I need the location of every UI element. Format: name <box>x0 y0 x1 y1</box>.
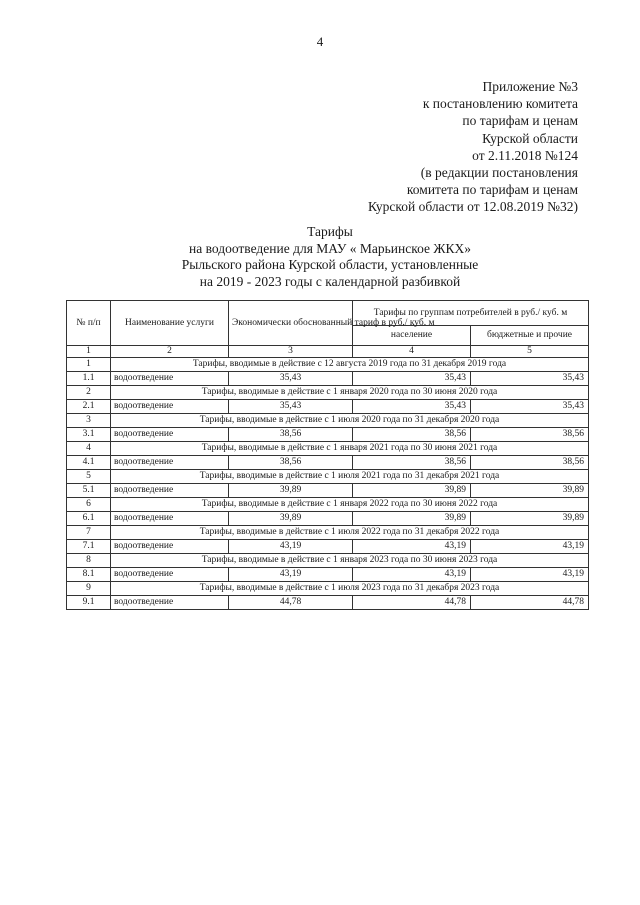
appendix-line: комитета по тарифам и ценам <box>406 182 578 198</box>
econ-tariff-value: 38,56 <box>229 428 353 442</box>
population-tariff-value: 39,89 <box>353 484 471 498</box>
service-name: водоотведение <box>111 512 229 526</box>
row-num: 1.1 <box>67 372 111 386</box>
period-num: 7 <box>67 526 111 540</box>
econ-tariff-value: 39,89 <box>229 484 353 498</box>
row-num: 2.1 <box>67 400 111 414</box>
index-cell: 1 <box>67 346 111 358</box>
budget-tariff-value: 39,89 <box>471 512 589 526</box>
title-line: на водоотведение для МАУ « Марьинское ЖКХ» <box>188 240 472 256</box>
period-text: Тарифы, вводимые в действие с 1 января 2022 года по 30 июня 2022 года <box>111 498 589 512</box>
period-row <box>67 498 589 512</box>
service-name: водоотведение <box>111 400 229 414</box>
row-num: 3.1 <box>67 428 111 442</box>
period-row <box>67 554 589 568</box>
appendix-line: Приложение №3 <box>482 79 578 94</box>
row-num: 5.1 <box>67 484 111 498</box>
service-name: водоотведение <box>111 456 229 470</box>
tariff-row <box>67 456 589 470</box>
econ-tariff-value: 43,19 <box>229 540 353 554</box>
document-title <box>120 224 540 290</box>
row-num: 8.1 <box>67 568 111 582</box>
row-num: 7.1 <box>67 540 111 554</box>
period-num: 4 <box>67 442 111 456</box>
header-num: № п/п <box>67 301 111 346</box>
title-line: на 2019 - 2023 годы с календарной разбивкой <box>199 273 461 289</box>
index-row <box>67 346 589 358</box>
period-text: Тарифы, вводимые в действие с 1 июля 2022 года по 31 декабря 2022 года <box>111 526 589 540</box>
service-name: водоотведение <box>111 596 229 610</box>
tariff-row <box>67 596 589 610</box>
index-cell: 3 <box>229 346 353 358</box>
period-text: Тарифы, вводимые в действие с 1 июля 2020 года по 31 декабря 2020 года <box>111 414 589 428</box>
period-num: 1 <box>67 358 111 372</box>
service-name: водоотведение <box>111 428 229 442</box>
period-row <box>67 358 589 372</box>
econ-tariff-value: 35,43 <box>229 400 353 414</box>
service-name: водоотведение <box>111 540 229 554</box>
tariff-row <box>67 428 589 442</box>
budget-tariff-value: 44,78 <box>471 596 589 610</box>
population-tariff-value: 43,19 <box>353 568 471 582</box>
period-num: 2 <box>67 386 111 400</box>
index-cell: 2 <box>111 346 229 358</box>
appendix-line: к постановлению комитета <box>422 96 578 112</box>
econ-tariff-value: 35,43 <box>229 372 353 386</box>
index-cell: 5 <box>471 346 589 358</box>
service-name: водоотведение <box>111 568 229 582</box>
title-line: Тарифы <box>307 224 353 239</box>
econ-tariff-value: 44,78 <box>229 596 353 610</box>
appendix-line: по тарифам и ценам <box>462 113 578 129</box>
budget-tariff-value: 43,19 <box>471 568 589 582</box>
row-num: 4.1 <box>67 456 111 470</box>
period-text: Тарифы, вводимые в действие с 1 января 2021 года по 30 июня 2021 года <box>111 442 589 456</box>
tariff-row <box>67 568 589 582</box>
period-text: Тарифы, вводимые в действие с 1 января 2023 года по 30 июня 2023 года <box>111 554 589 568</box>
budget-tariff-value: 38,56 <box>471 456 589 470</box>
period-row <box>67 526 589 540</box>
tariffs-table <box>66 300 589 610</box>
population-tariff-value: 38,56 <box>353 428 471 442</box>
header-population: население <box>353 326 471 346</box>
period-row <box>67 414 589 428</box>
period-row <box>67 386 589 400</box>
tariff-row <box>67 540 589 554</box>
appendix-line: от 2.11.2018 №124 <box>472 147 578 163</box>
appendix-block <box>278 78 578 216</box>
econ-tariff-value: 43,19 <box>229 568 353 582</box>
econ-tariff-value: 39,89 <box>229 512 353 526</box>
population-tariff-value: 38,56 <box>353 456 471 470</box>
period-num: 6 <box>67 498 111 512</box>
population-tariff-value: 43,19 <box>353 540 471 554</box>
header-econ-tariff: Экономически обоснованный тариф в руб./ куб. м <box>229 301 353 346</box>
service-name: водоотведение <box>111 484 229 498</box>
index-cell: 4 <box>353 346 471 358</box>
title-line: Рыльского района Курской области, установленные <box>181 257 479 272</box>
row-num: 9.1 <box>67 596 111 610</box>
period-row <box>67 470 589 484</box>
period-text: Тарифы, вводимые в действие с 1 июля 2023 года по 31 декабря 2023 года <box>111 582 589 596</box>
period-row <box>67 442 589 456</box>
period-text: Тарифы, вводимые в действие с 1 июля 2021 года по 31 декабря 2021 года <box>111 470 589 484</box>
econ-tariff-value: 38,56 <box>229 456 353 470</box>
population-tariff-value: 44,78 <box>353 596 471 610</box>
population-tariff-value: 39,89 <box>353 512 471 526</box>
tariff-row <box>67 512 589 526</box>
appendix-line: (в редакции постановления <box>420 165 578 181</box>
header-budget: бюджетные и прочие <box>471 326 589 346</box>
budget-tariff-value: 39,89 <box>471 484 589 498</box>
budget-tariff-value: 38,56 <box>471 428 589 442</box>
header-consumer-groups: Тарифы по группам потребителей в руб./ куб. м <box>353 301 589 326</box>
page-number: 4 <box>316 34 324 49</box>
population-tariff-value: 35,43 <box>353 400 471 414</box>
period-row <box>67 582 589 596</box>
header-service: Наименование услуги <box>111 301 229 346</box>
tariff-row <box>67 400 589 414</box>
period-text: Тарифы, вводимые в действие с 1 января 2020 года по 30 июня 2020 года <box>111 386 589 400</box>
service-name: водоотведение <box>111 372 229 386</box>
period-num: 9 <box>67 582 111 596</box>
period-num: 5 <box>67 470 111 484</box>
budget-tariff-value: 43,19 <box>471 540 589 554</box>
budget-tariff-value: 35,43 <box>471 400 589 414</box>
tariff-row <box>67 484 589 498</box>
appendix-line: Курской области от 12.08.2019 №32) <box>367 199 578 215</box>
period-num: 3 <box>67 414 111 428</box>
appendix-line: Курской области <box>482 130 578 146</box>
row-num: 6.1 <box>67 512 111 526</box>
budget-tariff-value: 35,43 <box>471 372 589 386</box>
tariff-row <box>67 372 589 386</box>
period-num: 8 <box>67 554 111 568</box>
period-text: Тарифы, вводимые в действие с 12 августа 2019 года по 31 декабря 2019 года <box>111 358 589 372</box>
population-tariff-value: 35,43 <box>353 372 471 386</box>
